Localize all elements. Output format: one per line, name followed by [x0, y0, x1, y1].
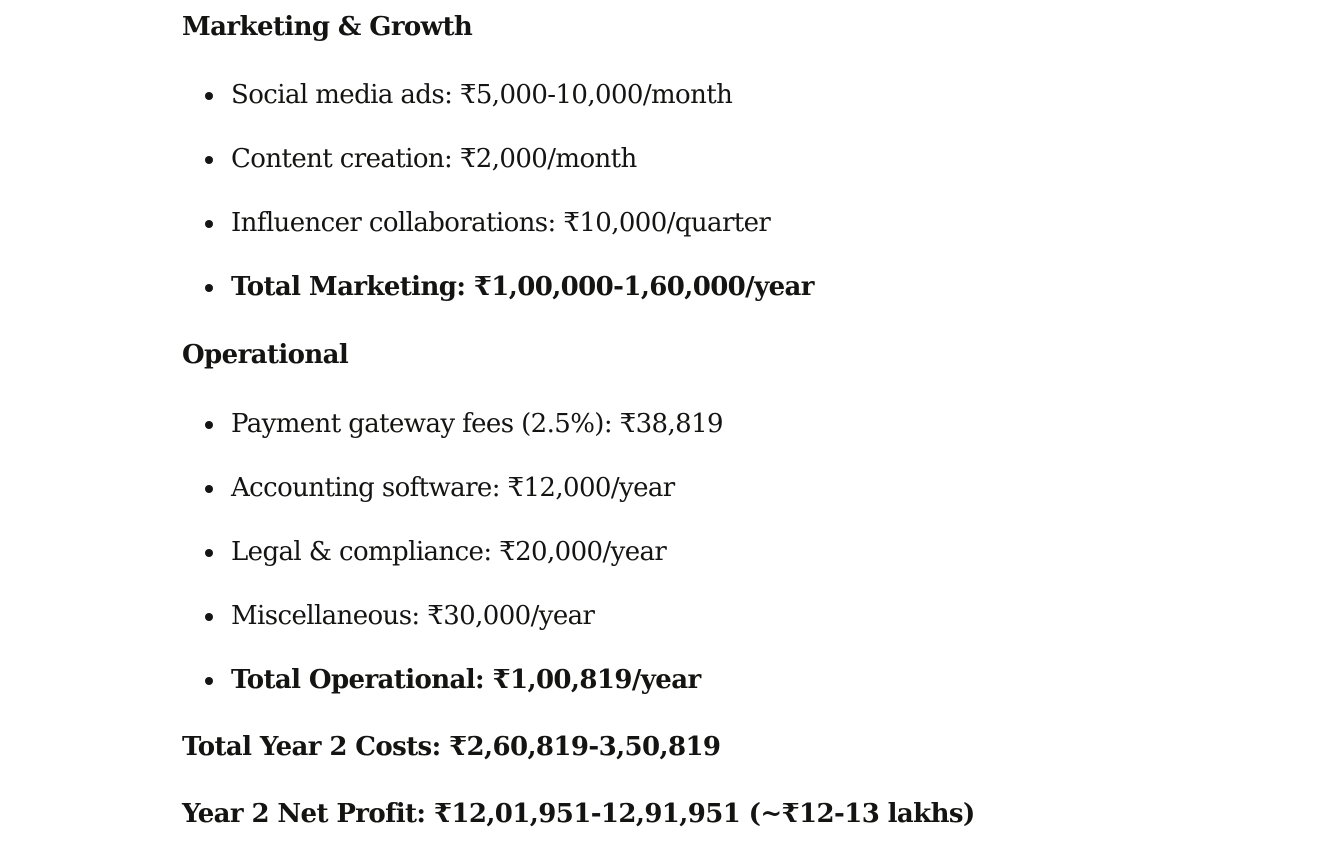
- list-item-text: Influencer collaborations: ₹10,000/quarter: [231, 208, 771, 238]
- list-item-text: Total Marketing: ₹1,00,000-1,60,000/year: [231, 272, 814, 302]
- list-item-total: [182, 664, 723, 728]
- bullet-icon: [205, 613, 213, 621]
- list-item-text: Accounting software: ₹12,000/year: [231, 473, 675, 503]
- bullet-icon: [205, 284, 213, 292]
- bullet-icon: [205, 92, 213, 100]
- list-item: [182, 408, 723, 472]
- bullet-icon: [205, 677, 213, 685]
- list-item-text: Total Operational: ₹1,00,819/year: [231, 665, 701, 695]
- list-item: [182, 536, 723, 600]
- list-item-text: Social media ads: ₹5,000-10,000/month: [231, 80, 733, 110]
- bullet-icon: [205, 156, 213, 164]
- list-item: [182, 207, 814, 271]
- list-item-text: Content creation: ₹2,000/month: [231, 144, 637, 174]
- bullet-icon: [205, 220, 213, 228]
- list-item: [182, 79, 814, 143]
- list-item-text: Miscellaneous: ₹30,000/year: [231, 601, 595, 631]
- list-item-text: Payment gateway fees (2.5%): ₹38,819: [231, 409, 723, 439]
- list-item: [182, 600, 723, 664]
- bullet-icon: [205, 421, 213, 429]
- operational-heading: Operational: [182, 340, 349, 370]
- net-profit: Year 2 Net Profit: ₹12,01,951-12,91,951 (~₹12-13 lakhs): [182, 799, 975, 829]
- operational-list: [182, 408, 723, 728]
- list-item: [182, 143, 814, 207]
- marketing-heading: Marketing & Growth: [182, 12, 473, 42]
- list-item-text: Legal & compliance: ₹20,000/year: [231, 537, 667, 567]
- marketing-list: [182, 79, 814, 335]
- bullet-icon: [205, 485, 213, 493]
- list-item-total: [182, 271, 814, 335]
- total-costs: Total Year 2 Costs: ₹2,60,819-3,50,819: [182, 732, 721, 762]
- bullet-icon: [205, 549, 213, 557]
- list-item: [182, 472, 723, 536]
